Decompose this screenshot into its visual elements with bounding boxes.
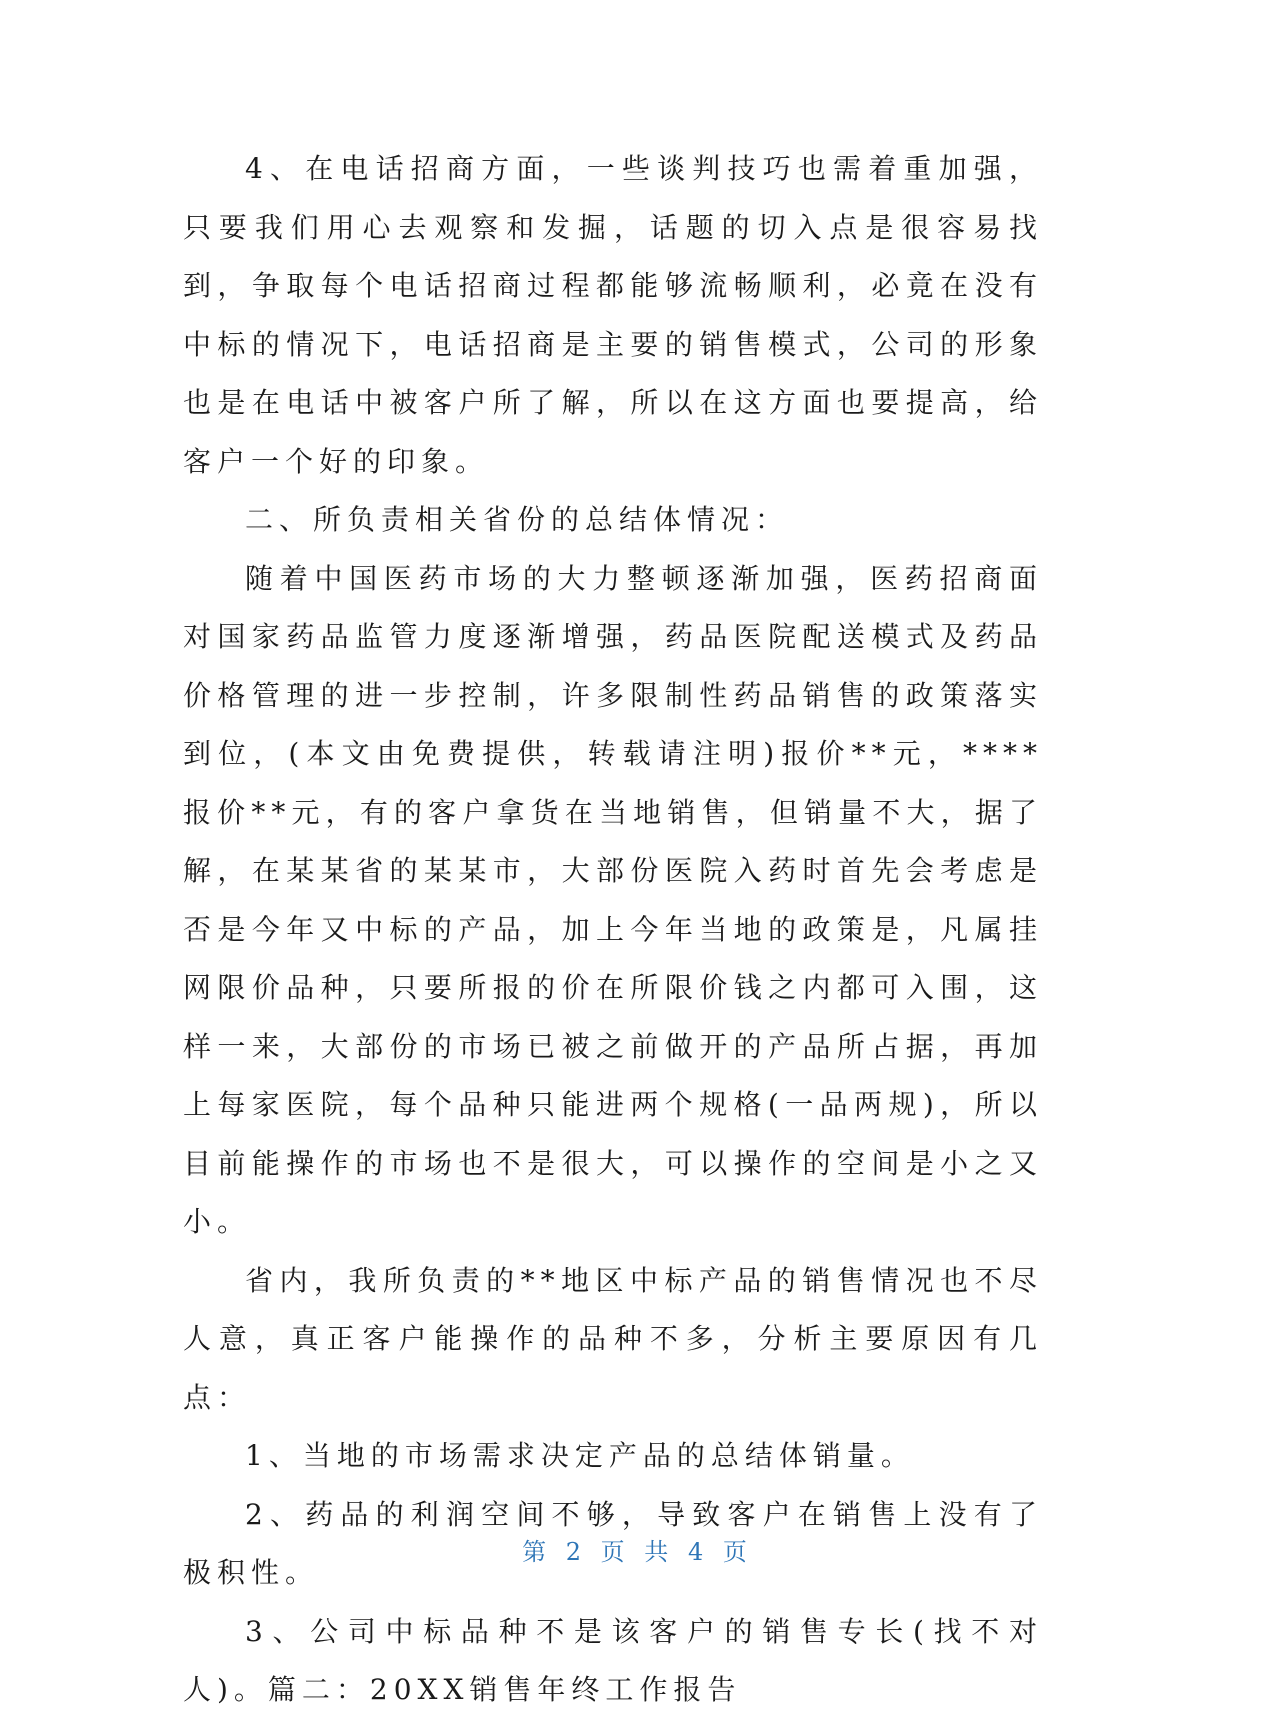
section-heading-province-summary: 二、所负责相关省份的总结体情况： <box>245 503 790 536</box>
page-number-footer: 第 2 页 共 4 页 <box>522 1538 753 1566</box>
list-item-market-demand: 1、当地的市场需求决定产品的总结体销量。 <box>245 1439 915 1472</box>
paragraph-phone-negotiation: 4、在电话招商方面，一些谈判技巧也需着重加强，只要我们用心去观察和发掘，话题的切入点是很容易找到，争取每个电话招商过程都能够流畅顺利，必竟在没有中标的情况下，电话招商是主要的销售模式，公司的形象也是在电话中被客户所了解，所以在这方面也要提高，给客户一个好的印象。 <box>183 152 1043 478</box>
paragraph-regional-sales: 省内，我所负责的**地区中标产品的销售情况也不尽人意，真正客户能操作的品种不多，分析主要原因有几点： <box>183 1263 1043 1414</box>
list-item-profit-margin: 2、药品的利润空间不够，导致客户在销售上没有了极积性。 <box>183 1497 1043 1589</box>
paragraph-market-situation: 随着中国医药市场的大力整顿逐渐加强，医药招商面对国家药品监管力度逐渐增强，药品医院配送模式及药品价格管理的进一步控制，许多限制性药品销售的政策落实到位，(本文由免费提供，转载请注明)报价**元，****报价**元，有的客户拿货在当地销售，但销量不大，据了解，在某某省的某某市，大部份医院入药时首先会考虑是否是今年又中标的产品，加上今年当地的政策是，凡属挂网限价品种，只要所报的价在所限价钱之内都可入围，这样一来，大部份的市场已被之前做开的产品所占据，再加上每家医院，每个品种只能进两个规格(一品两规)，所以目前能操作的市场也不是很大，可以操作的空间是小之又小。 <box>183 561 1043 1238</box>
list-item-wrong-customer: 3、公司中标品种不是该客户的销售专长(找不对人)。篇二：20XX销售年终工作报告 <box>183 1614 1043 1706</box>
document-body <box>183 140 1043 1720</box>
